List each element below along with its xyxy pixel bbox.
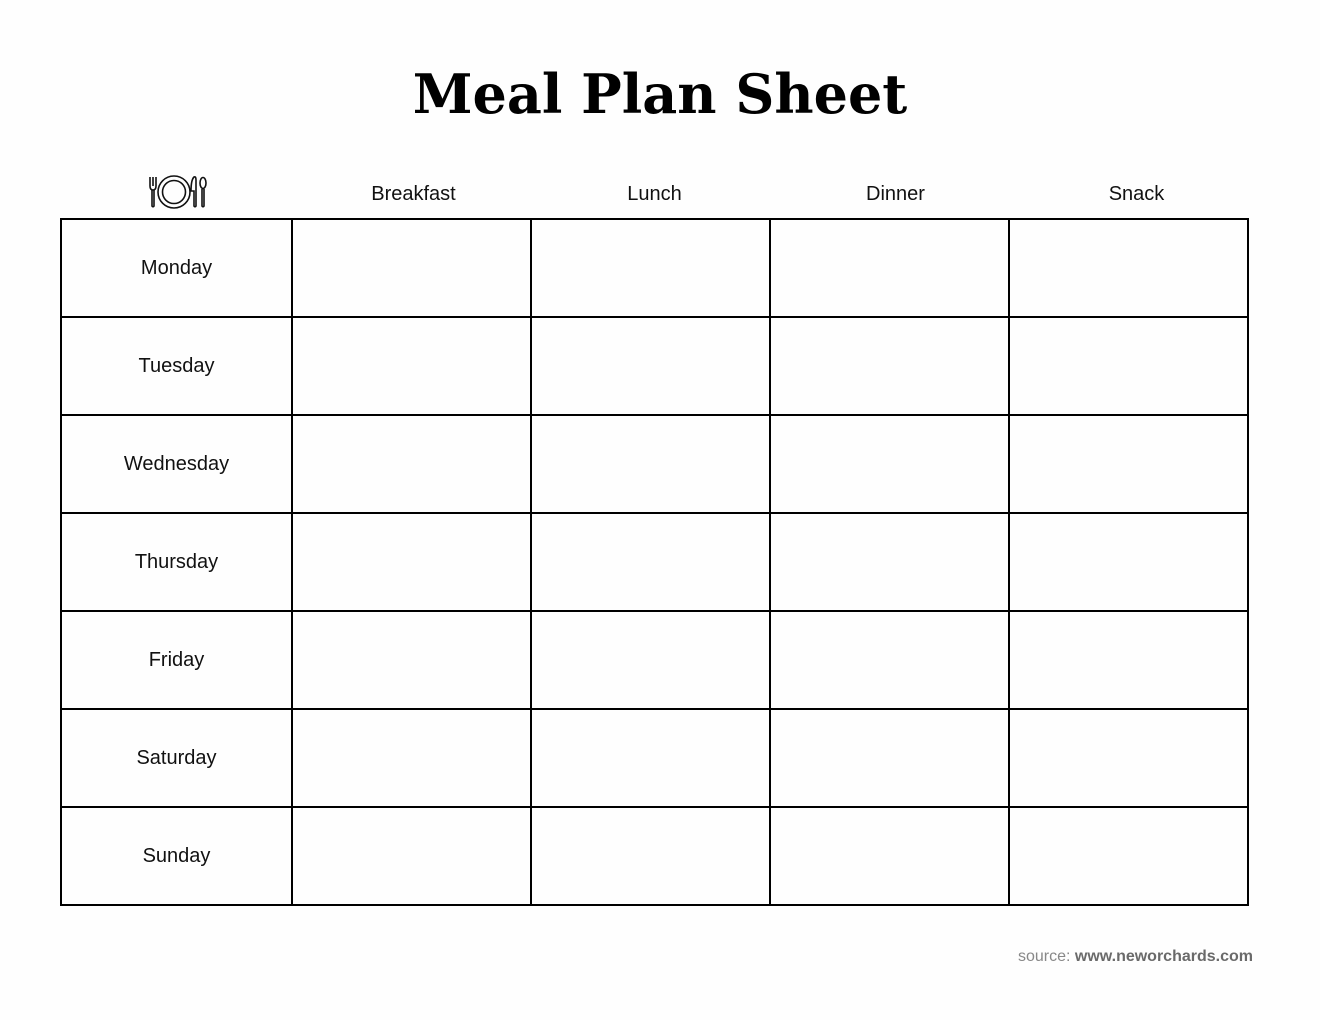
column-header-lunch: Lunch (627, 183, 682, 205)
table-row (61, 317, 1248, 415)
dinner-cell[interactable] (770, 415, 1009, 513)
table-row (61, 415, 1248, 513)
snack-cell[interactable] (1009, 807, 1248, 905)
lunch-cell[interactable] (531, 611, 770, 709)
day-label: Sunday (61, 807, 292, 905)
breakfast-cell[interactable] (292, 513, 531, 611)
day-label: Tuesday (61, 317, 292, 415)
lunch-cell[interactable] (531, 317, 770, 415)
dinner-cell[interactable] (770, 219, 1009, 317)
meal-plan-table (60, 218, 1249, 906)
breakfast-cell[interactable] (292, 807, 531, 905)
day-label: Saturday (61, 709, 292, 807)
breakfast-cell[interactable] (292, 317, 531, 415)
snack-cell[interactable] (1009, 611, 1248, 709)
plate-cutlery-icon (146, 174, 208, 216)
table-row (61, 807, 1248, 905)
day-label: Friday (61, 611, 292, 709)
snack-cell[interactable] (1009, 513, 1248, 611)
header-icon-cell (60, 170, 293, 219)
dinner-cell[interactable] (770, 611, 1009, 709)
table-row (61, 611, 1248, 709)
column-header-breakfast: Breakfast (371, 183, 456, 205)
page-title: Meal Plan Sheet (412, 62, 908, 126)
day-label: Thursday (61, 513, 292, 611)
table-row (61, 709, 1248, 807)
source-link[interactable]: www.neworchards.com (1074, 948, 1253, 965)
lunch-cell[interactable] (531, 415, 770, 513)
lunch-cell[interactable] (531, 709, 770, 807)
day-label: Wednesday (61, 415, 292, 513)
table-header (60, 170, 1258, 219)
lunch-cell[interactable] (531, 219, 770, 317)
lunch-cell[interactable] (531, 807, 770, 905)
breakfast-cell[interactable] (292, 611, 531, 709)
day-label: Monday (61, 219, 292, 317)
dinner-cell[interactable] (770, 513, 1009, 611)
dinner-cell[interactable] (770, 807, 1009, 905)
snack-cell[interactable] (1009, 415, 1248, 513)
breakfast-cell[interactable] (292, 709, 531, 807)
dinner-cell[interactable] (770, 709, 1009, 807)
snack-cell[interactable] (1009, 709, 1248, 807)
breakfast-cell[interactable] (292, 415, 531, 513)
table-row (61, 513, 1248, 611)
column-header-dinner: Dinner (866, 183, 925, 205)
table-row (61, 219, 1248, 317)
lunch-cell[interactable] (531, 513, 770, 611)
source-label: source: (1017, 948, 1071, 965)
snack-cell[interactable] (1009, 317, 1248, 415)
column-header-snack: Snack (1108, 183, 1165, 205)
dinner-cell[interactable] (770, 317, 1009, 415)
snack-cell[interactable] (1009, 219, 1248, 317)
breakfast-cell[interactable] (292, 219, 531, 317)
source-credit (1018, 948, 1253, 966)
